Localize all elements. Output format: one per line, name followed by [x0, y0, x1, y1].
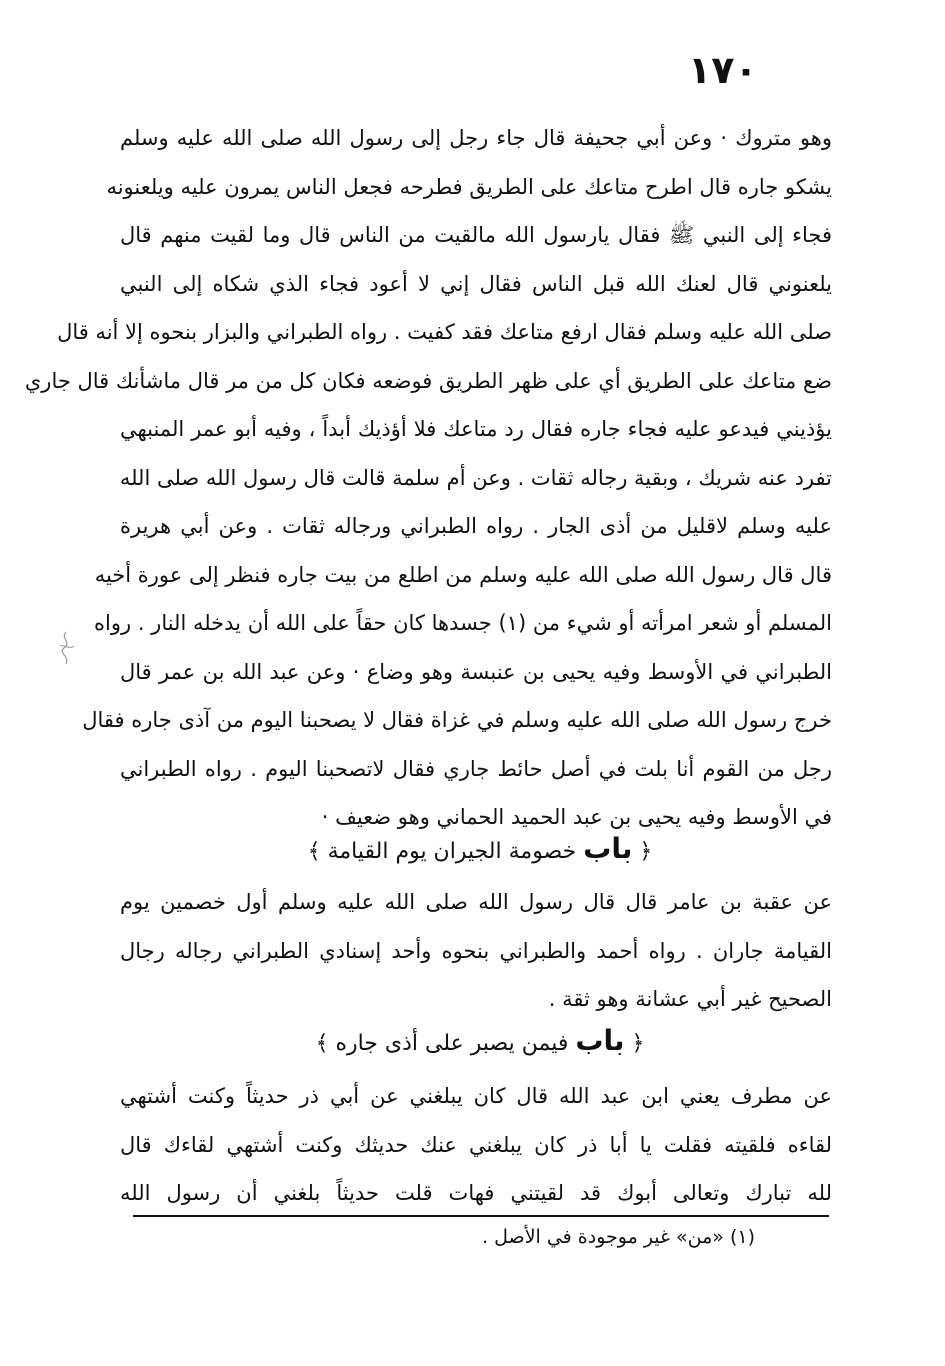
text-line: يلعنوني قال لعنك الله قبل الناس فقال إني لا أعود فجاء الذي شكاه إلى النبي: [120, 271, 832, 296]
text-line: رجل من القوم أنا بلت في أصل حائط جاري فقال لاتصحبنا اليوم . رواه الطبراني: [120, 756, 832, 781]
text-line: عن عقبة بن عامر قال قال رسول الله صلى الله عليه وسلم أول خصمين يوم: [120, 890, 832, 914]
text-line: يشكو جاره قال اطرح متاعك على الطريق فطرحه فجعل الناس يمرون عليه ويلعنونه: [106, 174, 832, 199]
text-line: لله تبارك وتعالى أبوك قد لقيتني فهات قلت حديثاً بلغني أن رسول الله: [120, 1181, 832, 1205]
text-line: صلى الله عليه وسلم فقال ارفع متاعك فقد كفيت . رواه الطبراني والبزار بنحوه إلا أنه قال: [57, 320, 832, 344]
section-1-text: [24, 114, 832, 842]
section-heading-patience-with-neighbor: [250, 1024, 710, 1057]
text-line: خرج رسول الله صلى الله عليه وسلم في غزاة فقال لا يصحبنا اليوم من آذى جاره فقال: [82, 708, 832, 732]
page-number: ١٧٠: [688, 48, 758, 92]
heading-bab-label: باب: [575, 1024, 625, 1057]
footnote: (١) «من» غير موجودة في الأصل .: [482, 1226, 755, 1248]
text-line: القيامة جاران . رواه أحمد والطبراني بنحوه وأحد إسنادي الطبراني رجاله رجال: [120, 938, 832, 963]
text-line: الصحيح غير أبي عشانة وهو ثقة .: [548, 987, 832, 1011]
text-line: عن مطرف يعني ابن عبد الله قال كان يبلغني عن أبي ذر حديثاً وكنت أشتهي: [120, 1084, 832, 1108]
heading-title: فيمن يصبر على أذى جاره: [335, 1031, 569, 1056]
text-line: يؤذيني فيدعو عليه فجاء جاره فقال رد متاعك فلا أؤذيك أبداً ، وفيه أبو عمر المنبهي: [120, 417, 832, 441]
text-line: المسلم أو شعر امرأته أو شيء من (١) جسدها كان حقاً على الله أن يدخله النار . رواه: [94, 611, 832, 635]
text-line: وهو متروك · وعن أبي جحيفة قال جاء رجل إلى رسول الله صلى الله عليه وسلم: [120, 126, 832, 150]
heading-close-bracket: ﴾: [315, 1031, 329, 1056]
text-line: قال قال رسول الله صلى الله عليه وسلم من اطلع من بيت جاره فنظر إلى عورة أخيه: [94, 562, 832, 587]
heading-close-bracket: ﴾: [307, 839, 321, 864]
heading-open-bracket: ﴿: [631, 1031, 645, 1056]
section-2-text: [120, 878, 832, 1024]
heading-title: خصومة الجيران يوم القيامة: [327, 839, 577, 864]
section-3-text: [120, 1072, 832, 1218]
text-line: ضع متاعك على الطريق أي على ظهر الطريق فوضعه فكان كل من مر قال ماشأنك قال جاري: [24, 368, 832, 393]
text-line: عليه وسلم لاقليل من أذى الجار . رواه الطبراني ورجاله ثقات . وعن أبي هريرة: [120, 514, 832, 538]
text-line: لقاءه فلقيته فقلت يا أبا ذر كان يبلغني عنك حديثك وكنت أشتهي لقاءك قال: [120, 1132, 832, 1157]
margin-mark-icon: [52, 628, 82, 668]
heading-bab-label: باب: [583, 832, 633, 865]
text-line: الطبراني في الأوسط وفيه يحيى بن عنبسة وهو وضاع · وعن عبد الله بن عمر قال: [120, 659, 832, 684]
text-line: تفرد عنه شريك ، وبقية رجاله ثقات . وعن أم سلمة قالت قال رسول الله صلى الله: [119, 465, 832, 490]
section-heading-neighbors-dispute: [230, 832, 730, 865]
footnote-divider: [133, 1215, 829, 1217]
text-line: في الأوسط وفيه يحيى بن عبد الحميد الحماني وهو ضعيف ·: [321, 805, 832, 829]
heading-open-bracket: ﴿: [639, 839, 653, 864]
text-line: فجاء إلى النبي ﷺ فقال يارسول الله مالقيت من الناس قال وما لقيت منهم قال: [120, 223, 832, 247]
